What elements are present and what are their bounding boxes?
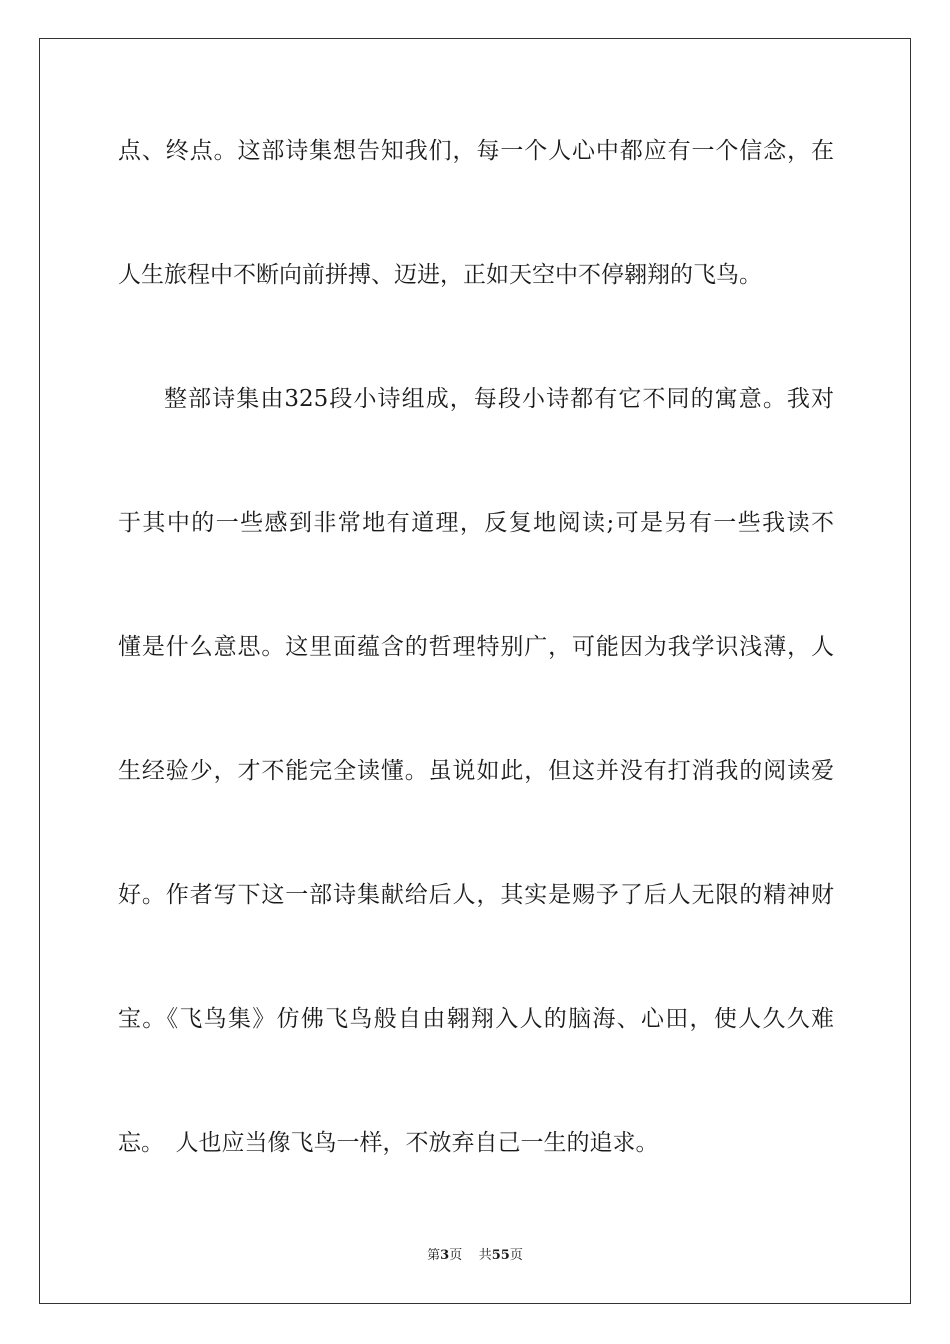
body-line-4: 于其中的一些感到非常地有道理，反复地阅读;可是另有一些我读不 — [118, 510, 834, 536]
body-line-9: 忘。 人也应当像飞鸟一样，不放弃自己一生的追求。 — [118, 1130, 659, 1156]
page-border — [39, 38, 911, 1304]
body-line-5: 懂是什么意思。这里面蕴含的哲理特别广，可能因为我学识浅薄，人 — [118, 634, 834, 660]
body-line-1: 点、终点。这部诗集想告知我们，每一个人心中都应有一个信念，在 — [118, 138, 834, 164]
footer-page-prefix: 第 — [427, 1248, 441, 1263]
body-line-3: 整部诗集由325段小诗组成，每段小诗都有它不同的寓意。我对 — [164, 386, 834, 412]
body-line-7: 好。作者写下这一部诗集献给后人，其实是赐予了后人无限的精神财 — [118, 882, 834, 908]
footer-total-prefix: 共 — [478, 1248, 492, 1263]
footer-page-number: 3 — [440, 1248, 450, 1263]
footer-total-suffix: 页 — [509, 1248, 523, 1263]
body-line-2: 人生旅程中不断向前拼搏、迈进，正如天空中不停翱翔的飞鸟。 — [118, 262, 762, 288]
footer-page-suffix: 页 — [449, 1248, 463, 1263]
body-line-8: 宝。《飞鸟集》仿佛飞鸟般自由翱翔入人的脑海、心田，使人久久难 — [118, 1006, 834, 1032]
body-line-6: 生经验少，才不能完全读懂。虽说如此，但这并没有打消我的阅读爱 — [118, 758, 834, 784]
footer-total-pages: 55 — [491, 1248, 510, 1263]
page-footer — [0, 1247, 950, 1265]
